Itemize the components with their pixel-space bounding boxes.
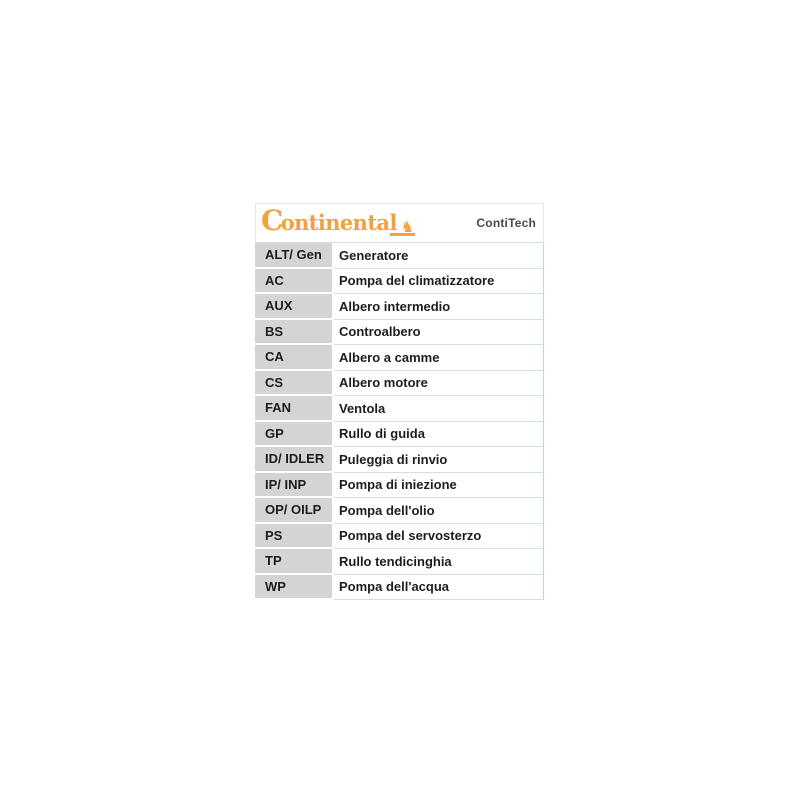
description-cell: Puleggia di rinvio: [334, 447, 544, 473]
description-cell: Albero a camme: [334, 345, 544, 371]
abbreviation-cell: GP: [255, 422, 332, 448]
table-row: [255, 320, 544, 346]
table-row: [255, 575, 544, 601]
abbreviation-cell: PS: [255, 524, 332, 550]
description-cell: Albero motore: [334, 371, 544, 397]
table-row: [255, 422, 544, 448]
brand-header: [255, 203, 544, 243]
table-row: [255, 498, 544, 524]
table-row: [255, 269, 544, 295]
description-cell: Albero intermedio: [334, 294, 544, 320]
abbreviation-cell: AC: [255, 269, 332, 295]
continental-logo: [261, 204, 415, 237]
table-row: [255, 447, 544, 473]
continental-logo-c: C: [261, 204, 283, 237]
description-cell: Pompa dell'olio: [334, 498, 544, 524]
table-row: [255, 371, 544, 397]
continental-logo-text: ontinental: [280, 210, 397, 235]
rearing-horse-icon: ♞: [400, 218, 414, 236]
table-row: [255, 549, 544, 575]
description-cell: Rullo di guida: [334, 422, 544, 448]
description-cell: Controalbero: [334, 320, 544, 346]
abbreviation-cell: AUX: [255, 294, 332, 320]
abbreviation-cell: OP/ OILP: [255, 498, 332, 524]
abbreviation-cell: BS: [255, 320, 332, 346]
table-row: [255, 345, 544, 371]
abbreviation-table: [255, 243, 544, 600]
table-row: [255, 396, 544, 422]
description-cell: Rullo tendicinghia: [334, 549, 544, 575]
abbreviation-cell: FAN: [255, 396, 332, 422]
description-cell: Pompa dell'acqua: [334, 575, 544, 601]
table-row: [255, 243, 544, 269]
abbreviation-cell: ALT/ Gen: [255, 243, 332, 269]
continental-horse-underline: [390, 212, 415, 236]
abbreviation-cell: ID/ IDLER: [255, 447, 332, 473]
abbreviation-cell: CA: [255, 345, 332, 371]
description-cell: Ventola: [334, 396, 544, 422]
abbreviation-cell: IP/ INP: [255, 473, 332, 499]
abbreviation-cell: WP: [255, 575, 332, 601]
description-cell: Pompa del servosterzo: [334, 524, 544, 550]
abbreviation-cell: TP: [255, 549, 332, 575]
abbreviation-cell: CS: [255, 371, 332, 397]
description-cell: Pompa del climatizzatore: [334, 269, 544, 295]
description-cell: Pompa di iniezione: [334, 473, 544, 499]
table-row: [255, 524, 544, 550]
contitech-logo: ContiTech: [476, 216, 536, 230]
description-cell: Generatore: [334, 243, 544, 269]
abbreviation-legend: [255, 203, 544, 600]
table-row: [255, 294, 544, 320]
table-row: [255, 473, 544, 499]
